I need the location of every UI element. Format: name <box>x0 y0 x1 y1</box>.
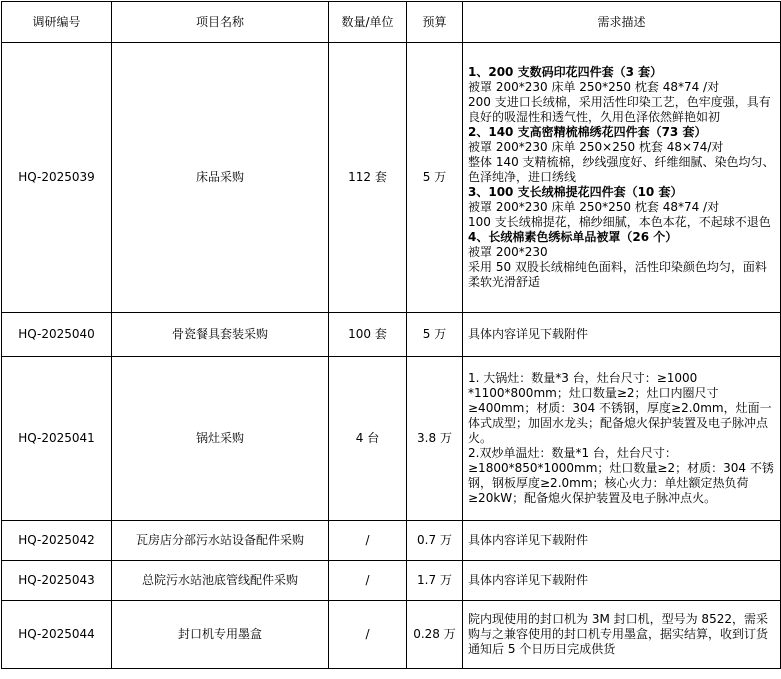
cell-budget: 5 万 <box>407 313 463 357</box>
cell-name: 锅灶采购 <box>112 357 329 521</box>
desc-line: 被罩 200*230 床单 250*250 枕套 48*74 /对 <box>468 200 720 214</box>
desc-line: 被罩 200*230 床单 250×250 枕套 48×74/对 <box>468 140 724 154</box>
cell-name: 骨瓷餐具套装采购 <box>112 313 329 357</box>
header-qty: 数量/单位 <box>329 2 407 43</box>
cell-qty: 4 台 <box>329 357 407 521</box>
cell-qty: / <box>329 521 407 561</box>
desc-line: 4、长绒棉素色绣标单品被罩（26 个） <box>468 230 678 244</box>
desc-line: 3、100 支长绒棉提花四件套（10 套） <box>468 185 683 199</box>
desc-line: 院内现使用的封口机为 3M 封口机，型号为 8522，需采购与之兼容使用的封口机专用墨盒，据实结算，收到订货通知后 5 个日历日完成供货 <box>468 612 769 656</box>
desc-line: 100 支长绒棉提花，棉纱细腻，本色本花，不起球不退色 <box>468 215 771 229</box>
cell-desc <box>463 561 781 601</box>
desc-line: 200 支进口长绒棉，采用活性印染工艺，色牢度强，具有良好的吸湿性和透气性，久用色泽依然鲜艳如初 <box>468 95 771 124</box>
header-desc: 需求描述 <box>463 2 781 43</box>
cell-budget: 3.8 万 <box>407 357 463 521</box>
cell-name: 封口机专用墨盒 <box>112 601 329 669</box>
table-row <box>2 601 781 669</box>
cell-desc <box>463 43 781 313</box>
cell-budget: 5 万 <box>407 43 463 313</box>
cell-qty: 112 套 <box>329 43 407 313</box>
header-id: 调研编号 <box>2 2 112 43</box>
cell-name: 床品采购 <box>112 43 329 313</box>
desc-line: 2.双炒单温灶：数量*1 台，灶台尺寸：≥1800*850*1000mm；灶口数量≥2；材质：304 不锈钢，钢板厚度≥2.0mm；核心火力：单灶额定热负荷≥20kW；配备熄火保护装置及电子脉冲点火。 <box>468 446 774 505</box>
cell-qty: / <box>329 601 407 669</box>
desc-line: 采用 50 双股长绒棉纯色面料，活性印染颜色均匀，面料柔软光滑舒适 <box>468 260 767 289</box>
desc-line: 具体内容详见下载附件 <box>468 533 589 547</box>
desc-line: 2、140 支高密精梳棉绣花四件套（73 套） <box>468 125 707 139</box>
procurement-table <box>1 1 781 669</box>
desc-line: 具体内容详见下载附件 <box>468 573 589 587</box>
desc-line: 具体内容详见下载附件 <box>468 327 589 341</box>
table-row <box>2 521 781 561</box>
desc-line: 1. 大锅灶：数量*3 台，灶台尺寸：≥1000 *1100*800mm；灶口数量≥2；灶口内圈尺寸≥400mm；材质：304 不锈钢，厚度≥2.0mm，灶面一体式成型；加固水龙头；配备熄火保护装置及电子脉冲点火。 <box>468 371 772 445</box>
header-row <box>2 2 781 43</box>
table-body <box>2 43 781 669</box>
cell-budget: 0.7 万 <box>407 521 463 561</box>
cell-budget: 1.7 万 <box>407 561 463 601</box>
cell-id: HQ-2025044 <box>2 601 112 669</box>
table-row <box>2 43 781 313</box>
desc-line: 被罩 200*230 床单 250*250 枕套 48*74 /对 <box>468 80 720 94</box>
cell-desc <box>463 601 781 669</box>
table-row <box>2 561 781 601</box>
table-row <box>2 313 781 357</box>
header-budget: 预算 <box>407 2 463 43</box>
cell-budget: 0.28 万 <box>407 601 463 669</box>
cell-id: HQ-2025042 <box>2 521 112 561</box>
desc-line: 整体 140 支精梳棉，纱线强度好、纤维细腻、染色均匀、色泽纯净，进口绣线 <box>468 155 775 184</box>
desc-line: 1、200 支数码印花四件套（3 套） <box>468 65 663 79</box>
cell-desc <box>463 313 781 357</box>
cell-id: HQ-2025039 <box>2 43 112 313</box>
header-name: 项目名称 <box>112 2 329 43</box>
cell-desc <box>463 521 781 561</box>
cell-qty: / <box>329 561 407 601</box>
cell-id: HQ-2025041 <box>2 357 112 521</box>
table-row <box>2 357 781 521</box>
cell-id: HQ-2025040 <box>2 313 112 357</box>
cell-name: 瓦房店分部污水站设备配件采购 <box>112 521 329 561</box>
cell-qty: 100 套 <box>329 313 407 357</box>
cell-id: HQ-2025043 <box>2 561 112 601</box>
cell-desc <box>463 357 781 521</box>
cell-name: 总院污水站池底管线配件采购 <box>112 561 329 601</box>
desc-line: 被罩 200*230 <box>468 245 548 259</box>
